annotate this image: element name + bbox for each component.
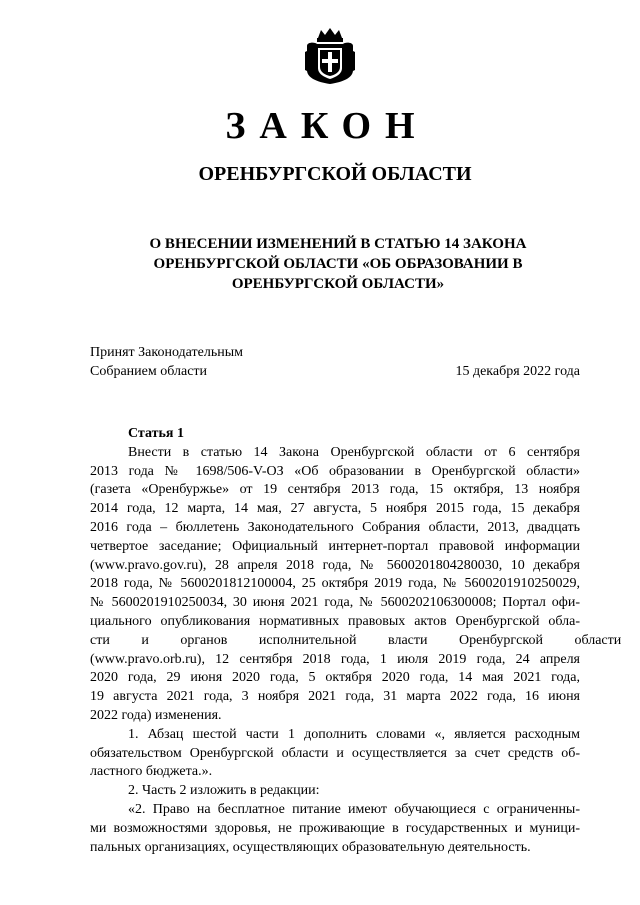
text-line: ластного бюджета.».	[90, 764, 213, 780]
subject-line: О ВНЕСЕНИИ ИЗМЕНЕНИЙ В СТАТЬЮ 14 ЗАКОНА	[149, 236, 527, 252]
text-line: (www.pravo.orb.ru), 12 сентября 2018 года, 1 июля 2019 года, 24 апреля	[90, 651, 580, 667]
region-title: ОРЕНБУРГСКОЙ ОБЛАСТИ	[198, 163, 472, 185]
adoption-block	[90, 343, 580, 381]
article-item-2	[90, 782, 580, 801]
text-line: (газета «Оренбуржье» от 19 сентября 2013 года, 15 октября, 13 ноября	[90, 482, 580, 498]
text-line: (www.pravo.gov.ru), 28 апреля 2018 года, № 5600201804280030, 10 декабря	[90, 557, 580, 573]
text-line: 1. Абзац шестой части 1 дополнить словами «, является расходным	[128, 726, 580, 742]
text-line: 2013 года № 1698/506-V-ОЗ «Об образовании в Оренбургской области»	[90, 463, 580, 479]
adoption-date: 15 декабря 2022 года	[455, 364, 580, 379]
article-quote	[90, 801, 580, 857]
article-intro	[90, 444, 622, 726]
text-line: 2018 года, № 5600201812100004, 25 октября 2019 года, № 5600201910250029,	[90, 576, 580, 592]
text-line: 2016 года – бюллетень Законодательного Собрания области, 2013, двадцать	[90, 519, 580, 535]
text-line: 2022 года) изменения.	[90, 707, 222, 723]
coat-of-arms-icon	[303, 26, 357, 86]
text-line: ми возможностями здоровья, не проживающие в государственных и муници-	[90, 820, 580, 836]
text-line: обязательством Оренбургской области и осуществляется за счет средств об-	[90, 745, 580, 761]
text-line: четвертое заседание; Официальный интернет-портал правовой информации	[90, 538, 580, 554]
text-line: сти и органов исполнительной власти Оренбургской области	[90, 632, 622, 648]
text-line: 2014 года, 12 марта, 14 мая, 27 августа, 5 ноября 2015 года, 15 декабря	[90, 501, 580, 517]
law-title: ЗАКОН	[225, 105, 429, 147]
adoption-line: Собранием области	[90, 364, 208, 379]
law-subject	[138, 234, 538, 294]
article-body	[90, 425, 622, 857]
text-line: 2. Часть 2 изложить в редакции:	[128, 783, 320, 799]
text-line: пальных организациях, осуществляющих образовательную деятельность.	[90, 839, 531, 855]
text-line: «2. Право на бесплатное питание имеют обучающиеся с ограниченны-	[128, 801, 580, 817]
text-line: 19 августа 2021 года, 3 ноября 2021 года, 31 марта 2022 года, 16 июня	[90, 689, 580, 705]
text-line: 2020 года, 29 июня 2020 года, 5 октября 2020 года, 14 мая 2021 года,	[90, 670, 580, 686]
subject-line: ОРЕНБУРГСКОЙ ОБЛАСТИ»	[231, 276, 445, 292]
adoption-line: Принят Законодательным	[90, 345, 243, 360]
article-item-1	[90, 726, 580, 782]
text-line: Внести в статью 14 Закона Оренбургской области от 6 сентября	[128, 444, 580, 460]
text-line: № 5600201910250034, 30 июня 2021 года, № 5600202106300008; Портал офи-	[90, 595, 580, 611]
text-line: циального опубликования нормативных правовых актов Оренбургской обла-	[90, 613, 580, 629]
article-heading: Статья 1	[128, 426, 184, 441]
subject-line: ОРЕНБУРГСКОЙ ОБЛАСТИ «ОБ ОБРАЗОВАНИИ В	[153, 256, 523, 272]
